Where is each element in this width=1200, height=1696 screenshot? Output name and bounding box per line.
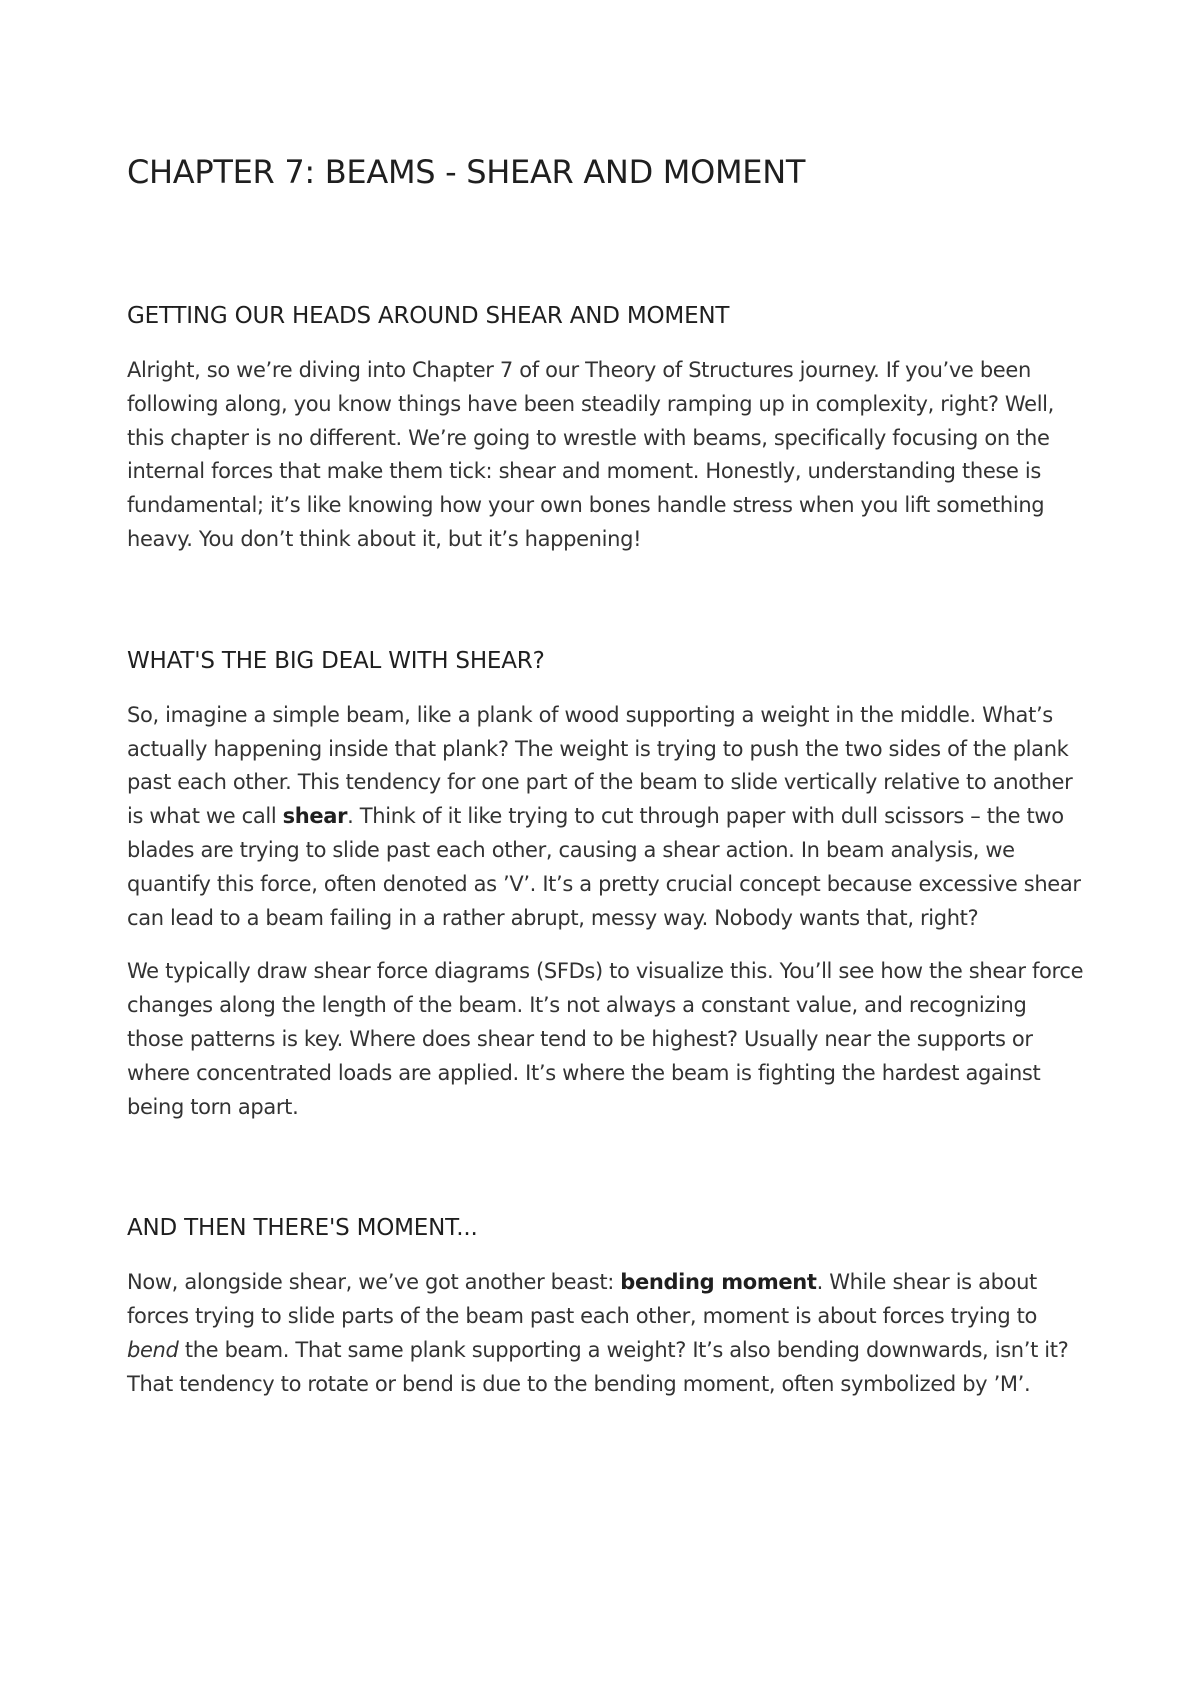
bold-term-bending-moment: bending moment	[620, 1270, 817, 1295]
section-heading: GETTING OUR HEADS AROUND SHEAR AND MOMENT	[127, 303, 730, 329]
paragraph-text: . Think of it like trying to cut through paper with dull scissors – the two blades are trying to slide past each other, causing a shear action. In beam analysis, we quantify this force, often denoted as ’V’. It’s a pretty crucial concept because excessive shear can lead to a beam failing in a rather abrupt, messy way. Nobody wants that, right?	[127, 804, 1081, 930]
italic-term-bend: bend	[127, 1337, 179, 1362]
document-page	[127, 150, 1087, 1402]
section-shear	[127, 645, 1087, 1125]
section-heading: AND THEN THERE'S MOMENT...	[127, 1215, 478, 1242]
paragraph-text: So, imagine a simple beam, like a plank of wood supporting a weight in the middle. What’s actually happening inside that plank? The weight is trying to push the two sides of the plank past each other. This tendency for one part of the beam to slide vertically relative to another is what we call	[127, 702, 1073, 829]
paragraph-text: the beam. That same plank supporting a weight? It’s also bending downwards, isn’t it? That tendency to rotate or bend is due to the bending moment, often symbolized by ’M’.	[127, 1337, 1069, 1396]
paragraph-text: Now, alongside shear, we’ve got another beast:	[127, 1270, 621, 1295]
paragraph: We typically draw shear force diagrams (SFDs) to visualize this. You’ll see how the shear force changes along the length of the beam. It’s not always a constant value, and recognizing those patterns is key. Where does shear tend to be highest? Usually near the supports or where concentrated loads are applied. It’s where the beam is fighting the hardest against being torn apart.	[127, 959, 1084, 1119]
bold-term-shear: shear	[282, 804, 348, 829]
section-shear-and-moment-intro	[127, 300, 1087, 557]
paragraph: Alright, so we’re diving into Chapter 7 of our Theory of Structures journey. If you’ve been following along, you know things have been steadily ramping up in complexity, right? Well, this chapter is no different. We’re going to wrestle with beams, specifically focusing on the internal forces that make them tick: shear and moment. Honestly, understanding these is fundamental; it’s like knowing how your own bones handle stress when you lift something heavy. You don’t think about it, but it’s happening!	[127, 358, 1054, 551]
paragraph-text: . While shear is about forces trying to slide parts of the beam past each other, moment is about forces trying to	[127, 1270, 1038, 1329]
chapter-title: CHAPTER 7: BEAMS - SHEAR AND MOMENT	[127, 153, 806, 191]
section-moment	[127, 1212, 1087, 1401]
section-heading: WHAT'S THE BIG DEAL WITH SHEAR?	[127, 647, 545, 674]
paragraph	[127, 699, 1087, 936]
paragraph	[127, 1266, 1087, 1401]
